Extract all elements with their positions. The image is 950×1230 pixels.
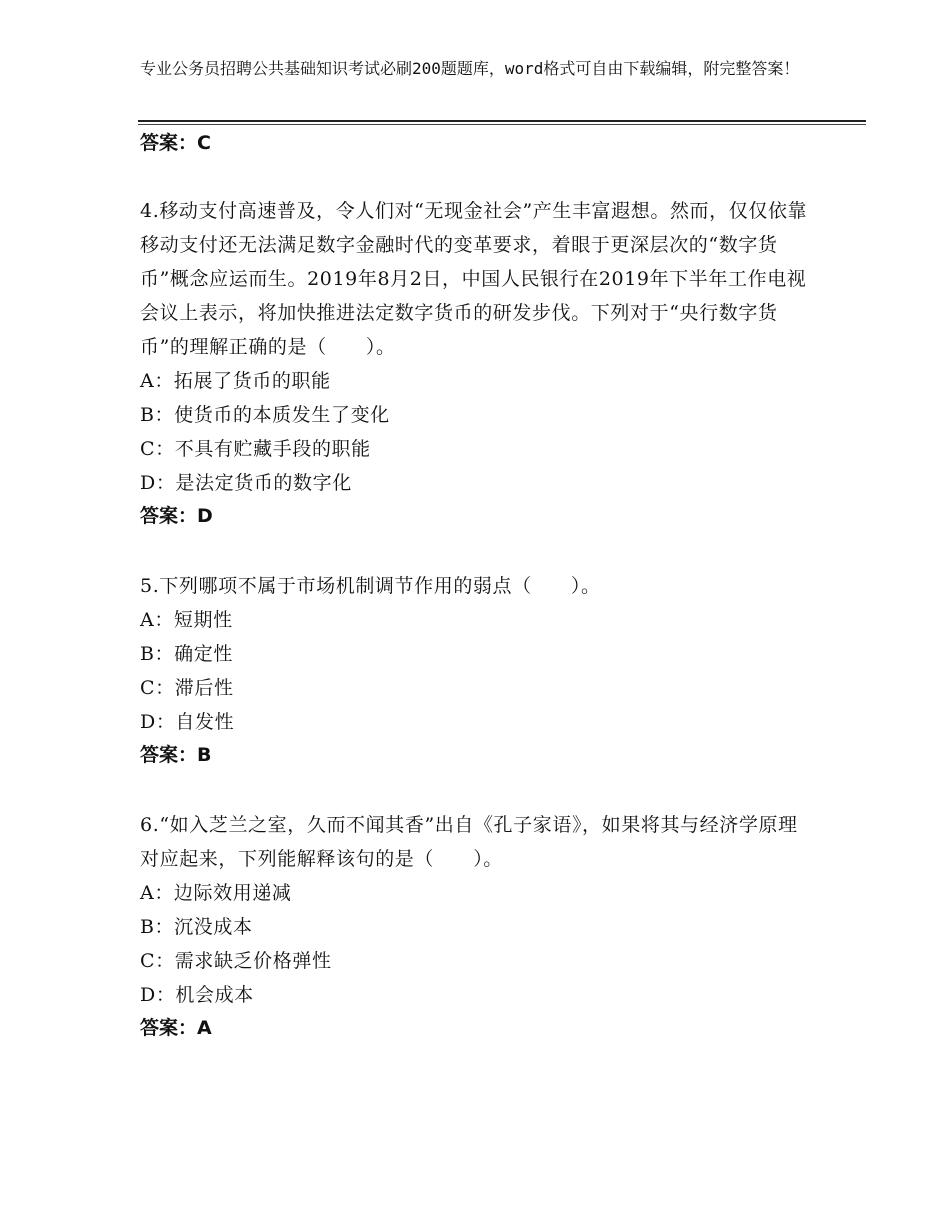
question-answer: 答案：D [140, 505, 213, 527]
question-stem: 6.“如入芝兰之室，久而不闻其香”出自《孔子家语》，如果将其与经济学原理对应起来，下列能解释该句的是（ ）。 [140, 814, 798, 870]
question-answer: 答案：B [140, 744, 212, 766]
option-a: A：拓展了货币的职能 [140, 370, 331, 392]
option-c: C：滞后性 [140, 677, 234, 699]
header-divider-thick [138, 120, 866, 122]
option-b: B：沉没成本 [140, 916, 253, 938]
option-d: D：自发性 [140, 711, 235, 733]
previous-question-answer: 答案：C [140, 132, 211, 154]
question-6 [140, 808, 810, 1040]
question-stem: 5.下列哪项不属于市场机制调节作用的弱点（ ）。 [140, 575, 601, 597]
option-c: C：需求缺乏价格弹性 [140, 950, 332, 972]
option-b: B：确定性 [140, 643, 233, 665]
question-4 [140, 194, 810, 528]
question-answer: 答案：A [140, 1017, 212, 1039]
page-header: 专业公务员招聘公共基础知识考试必刷200题题库，word格式可自由下载编辑，附完整答案！ [140, 59, 800, 78]
option-b: B：使货币的本质发生了变化 [140, 404, 390, 426]
option-c: C：不具有贮藏手段的职能 [140, 438, 371, 460]
question-stem: 4.移动支付高速普及，令人们对“无现金社会”产生丰富遐想。然而，仅仅依靠移动支付还无法满足数字金融时代的变革要求，着眼于更深层次的“数字货币”概念应运而生。2019年8月2日，中国人民银行在2019年下半年工作电视会议上表示，将加快推进法定数字货币的研发步伐。下列对于“央行数字货币”的理解正确的是（ ）。 [140, 200, 808, 358]
option-d: D：机会成本 [140, 984, 254, 1006]
option-a: A：短期性 [140, 609, 233, 631]
question-5 [140, 569, 810, 767]
option-a: A：边际效用递减 [140, 882, 292, 904]
option-d: D：是法定货币的数字化 [140, 472, 352, 494]
header-divider-thin [138, 124, 866, 125]
